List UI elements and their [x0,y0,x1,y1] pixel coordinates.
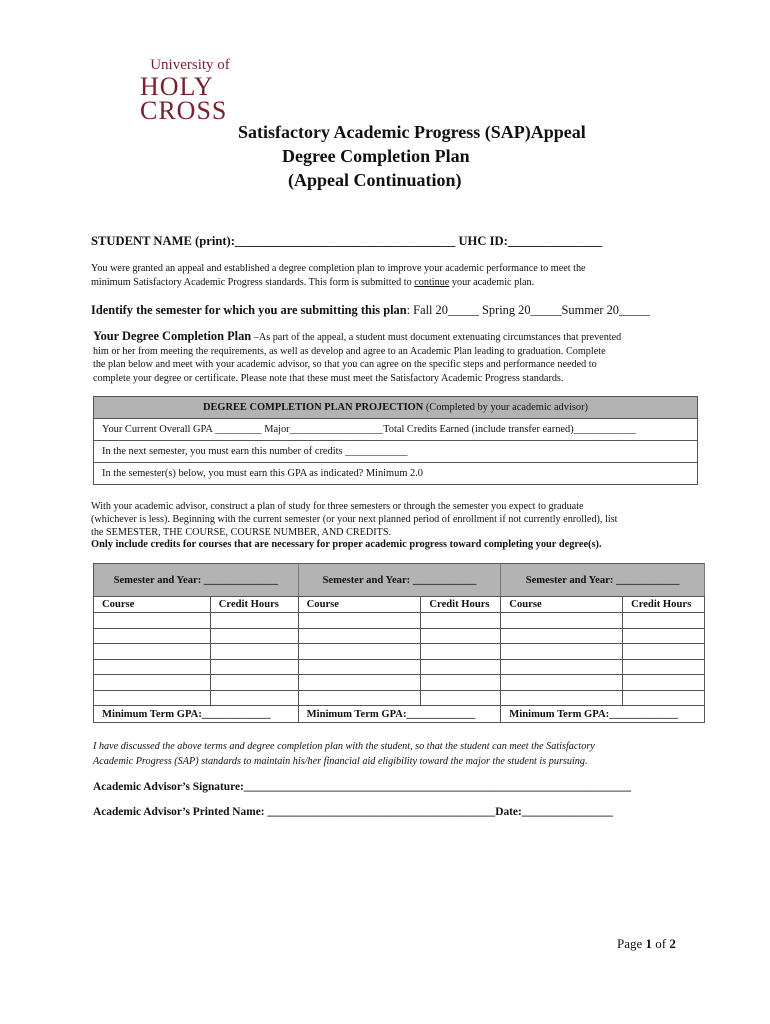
credit-cell[interactable] [210,659,298,675]
course-cell[interactable] [501,659,623,675]
semester-3-credit-header: Credit Hours [623,597,705,613]
course-cell[interactable] [94,659,211,675]
projection-table-header [94,397,698,419]
semester-2-min-gpa[interactable]: Minimum Term GPA:_____________ [298,706,501,723]
course-entry-row[interactable] [94,690,705,706]
intro-continue-word: continue [414,276,450,288]
semester-3-min-gpa[interactable]: Minimum Term GPA:_____________ [501,706,705,723]
intro-paragraph [91,262,691,289]
degree-plan-line-1-text: –As part of the appeal, a student must document extenuating circumstances that prevented [251,332,622,343]
semester-plan-table [93,563,705,723]
advisor-instructions [91,501,701,552]
degree-plan-line-1 [93,330,693,345]
degree-plan-paragraph [93,330,693,385]
advisor-signature-line[interactable]: Academic Advisor’s Signature:____________________________________________________________________ [93,781,632,793]
credit-cell[interactable] [210,644,298,660]
identify-semester-line[interactable] [91,303,650,318]
credit-cell[interactable] [421,644,501,660]
course-cell[interactable] [298,644,421,660]
projection-header-title: DEGREE COMPLETION PLAN PROJECTION [202,402,424,413]
semester-1-credit-header: Credit Hours [210,597,298,613]
course-cell[interactable] [94,690,211,706]
course-entry-row[interactable] [94,659,705,675]
form-title-line-1: Satisfactory Academic Progress (SAP)Appeal [238,122,586,142]
identify-semester-label: Identify the semester for which you are submitting this plan [91,303,407,317]
course-cell[interactable] [501,690,623,706]
credit-cell[interactable] [421,613,501,629]
intro-line-2-end: your academic plan. [449,276,535,288]
semester-2-credit-header: Credit Hours [421,597,501,613]
credit-cell[interactable] [623,644,705,660]
credit-cell[interactable] [421,675,501,691]
logo-line-2: HOLY [140,72,214,101]
course-entry-row[interactable] [94,644,705,660]
projection-row-term-gpa[interactable] [94,463,698,485]
intro-line-2-text: minimum Satisfactory Academic Progress standards. This form is submitted to [91,276,415,288]
credit-cell[interactable] [210,613,298,629]
projection-row-gpa[interactable] [94,419,698,441]
credit-cell[interactable] [623,690,705,706]
course-cell[interactable] [298,628,421,644]
course-cell[interactable] [298,690,421,706]
identify-semester-options[interactable]: : Fall 20_____ Spring 20_____Summer 20_____ [406,303,650,317]
page-number [617,936,676,952]
degree-plan-line-3: the plan below and meet with your academic advisor, so that you can agree on the specific steps and performance needed to [93,359,597,370]
advisor-instructions-line-2: (whichever is less). Beginning with the current semester (or your next planned period of enrollment if not currently enrolled), list [91,513,618,525]
degree-plan-line-4: complete your degree or certificate. Please note that these must meet the Satisfactory Academic Progress standards. [93,372,564,384]
intro-line-1: You were granted an appeal and established a degree completion plan to improve your academic performance to meet the [91,263,586,274]
course-cell[interactable] [501,613,623,629]
minimum-gpa-row[interactable] [94,706,705,723]
advisor-instructions-line-4: Only include credits for courses that are necessary for proper academic progress toward completing your degree(s). [91,539,602,551]
projection-table-header-cell [94,397,698,419]
course-cell[interactable] [94,675,211,691]
semester-3-course-header: Course [501,597,623,613]
intro-line-2 [91,276,691,290]
discussion-line-2: Academic Progress (SAP) standards to maintain his/her financial aid eligibility toward the major the student is pursuing. [93,756,588,767]
credit-cell[interactable] [623,659,705,675]
course-entry-row[interactable] [94,675,705,691]
credit-cell[interactable] [623,613,705,629]
advisor-instructions-line-1: With your academic advisor, construct a plan of study for three semesters or through the semester you expect to graduate [91,501,584,512]
course-cell[interactable] [501,675,623,691]
semester-3-header[interactable]: Semester and Year: ____________ [501,564,705,597]
semester-1-header[interactable]: Semester and Year: ______________ [94,564,299,597]
discussion-line-1: I have discussed the above terms and degree completion plan with the student, so that the student can meet the Satisfactory [93,741,595,752]
advisor-instructions-line-3: the SEMESTER, THE COURSE, COURSE NUMBER, AND CREDITS. [91,526,392,538]
course-cell[interactable] [298,659,421,675]
student-name-id-line[interactable]: STUDENT NAME (print):___________________________________ UHC ID:_______________ [91,234,603,248]
semester-1-min-gpa[interactable]: Minimum Term GPA:_____________ [94,706,299,723]
column-header-row [94,597,705,613]
course-cell[interactable] [94,644,211,660]
course-cell[interactable] [298,613,421,629]
projection-row-gpa-cell[interactable]: Your Current Overall GPA _________ Major__________________Total Credits Earned (include transfer earned)____________ [94,419,698,441]
projection-row-term-gpa-cell[interactable]: In the semester(s) below, you must earn this GPA as indicated? Minimum 2.0 [94,463,698,485]
credit-cell[interactable] [421,690,501,706]
semester-2-course-header: Course [298,597,421,613]
credit-cell[interactable] [623,675,705,691]
semester-1-course-header: Course [94,597,211,613]
course-entry-row[interactable] [94,613,705,629]
course-cell[interactable] [94,613,211,629]
course-cell[interactable] [501,644,623,660]
page-current: 1 [645,936,653,951]
form-title-line-2: Degree Completion Plan [282,146,470,166]
logo-line-3: CROSS [140,96,228,125]
advisor-printed-name-line[interactable]: Academic Advisor’s Printed Name: ________________________________________Date:________________ [93,806,613,818]
university-logo [140,58,240,124]
form-title-line-3: (Appeal Continuation) [288,170,462,190]
page-total: 2 [669,936,676,951]
projection-table [93,396,698,485]
degree-plan-heading: Your Degree Completion Plan [93,329,252,343]
page-of: of [652,936,670,951]
credit-cell[interactable] [210,628,298,644]
credit-cell[interactable] [623,628,705,644]
page-label: Page [617,936,646,951]
credit-cell[interactable] [210,675,298,691]
discussion-statement [93,739,703,769]
course-cell[interactable] [94,628,211,644]
course-cell[interactable] [501,628,623,644]
semester-2-header[interactable]: Semester and Year: ____________ [298,564,501,597]
projection-row-credits[interactable] [94,441,698,463]
credit-cell[interactable] [421,628,501,644]
credit-cell[interactable] [421,659,501,675]
logo-line-1: University of [150,57,230,73]
semester-header-row [94,564,705,597]
course-cell[interactable] [298,675,421,691]
degree-plan-line-2: him or her from meeting the requirements, as well as develop and agree to an Academic Plan leading to graduation. Complete [93,345,606,357]
projection-row-credits-cell[interactable]: In the next semester, you must earn this number of credits ____________ [94,441,698,463]
projection-header-note: (Completed by your academic advisor) [423,402,588,413]
course-entry-row[interactable] [94,628,705,644]
credit-cell[interactable] [210,690,298,706]
